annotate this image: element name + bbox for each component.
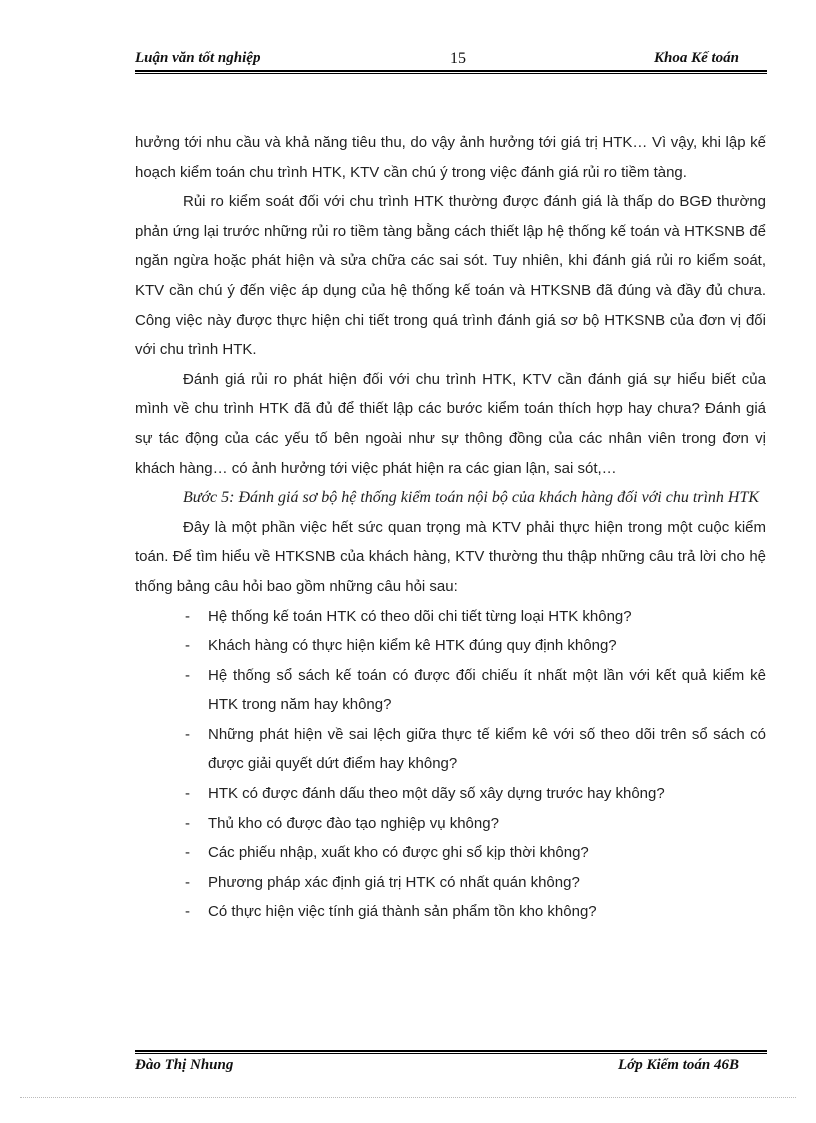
bullet-dash: - [185, 873, 190, 891]
class-label: Lớp Kiểm toán 46B [618, 1057, 739, 1073]
bullet-dash: - [185, 607, 190, 625]
footer-rule [135, 1050, 767, 1052]
header-rule [135, 70, 767, 72]
thesis-label: Luận văn tốt nghiệp [135, 50, 261, 66]
faculty-label: Khoa Kế toán [653, 50, 739, 66]
author-name: Đào Thị Nhung [135, 1057, 234, 1073]
paragraph-2: Rủi ro kiểm soát đối với chu trình HTK thường được đánh giá là thấp do BGĐ thường phản ứng lại trước những rủi ro tiềm tàng bằng cách thiết lập hệ thống kế toán và HTKSNB để ngăn ngừa hoặc phát hiện và sửa chữa các sai sót. Tuy nhiên, khi đánh giá rủi ro kiểm soát, KTV cần chú ý đến việc áp dụng của hệ thống kế toán và HTKSNB đã đúng và đầy đủ chưa. Công việc này được thực hiện chi tiết trong quá trình đánh giá sơ bộ HTKSNB của đơn vị đối với chu trình HTK. [135, 193, 766, 359]
page-edge-dotted-line [20, 1097, 796, 1098]
list-item: - Các phiếu nhập, xuất kho có được ghi sổ kịp thời không? [135, 838, 766, 868]
page-footer [135, 1056, 767, 1078]
list-item: - Những phát hiện về sai lệch giữa thực tế kiểm kê với số theo dõi trên sổ sách có được giải quyết dứt điểm hay không? [135, 720, 766, 779]
question-list [135, 602, 766, 928]
list-item: - Hệ thống sổ sách kế toán có được đối chiếu ít nhất một lần với kết quả kiểm kê HTK trong năm hay không? [135, 661, 766, 720]
header-rule-thin [135, 73, 767, 74]
list-item: - Phương pháp xác định giá trị HTK có nhất quán không? [135, 868, 766, 898]
bullet-dash: - [185, 785, 190, 803]
page-header [135, 48, 767, 70]
list-item: - Thủ kho có được đào tạo nghiệp vụ không? [135, 809, 766, 839]
list-item: - Có thực hiện việc tính giá thành sản phẩm tồn kho không? [135, 897, 766, 927]
bullet-dash: - [185, 844, 190, 862]
step-5-heading: Bước 5: Đánh giá sơ bộ hệ thống kiểm toán nội bộ của khách hàng đối với chu trình HTK [183, 489, 760, 507]
bullet-dash: - [185, 903, 190, 921]
bullet-dash: - [185, 637, 190, 655]
paragraph-4: Đây là một phần việc hết sức quan trọng mà KTV phải thực hiện trong một cuộc kiểm toán. Để tìm hiểu về HTKSNB của khách hàng, KTV thường thu thập những câu trả lời cho hệ thống bảng câu hỏi bao gồm những câu hỏi sau: [135, 518, 766, 595]
list-item: - Khách hàng có thực hiện kiểm kê HTK đúng quy định không? [135, 631, 766, 661]
list-item: - Hệ thống kế toán HTK có theo dõi chi tiết từng loại HTK không? [135, 602, 766, 632]
page-body [135, 128, 766, 927]
paragraph-3: Đánh giá rủi ro phát hiện đối với chu trình HTK, KTV cần đánh giá sự hiểu biết của mình về chu trình HTK đã đủ để thiết lập các bước kiểm toán thích hợp hay chưa? Đánh giá sự tác động của các yếu tố bên ngoài như sự thông đồng của các nhân viên trong đơn vị khách hàng… có ảnh hưởng tới việc phát hiện ra các gian lận, sai sót,… [135, 370, 766, 477]
list-item: - HTK có được đánh dấu theo một dãy số xây dựng trước hay không? [135, 779, 766, 809]
bullet-dash: - [185, 814, 190, 832]
bullet-dash: - [185, 666, 190, 684]
footer-rule-thin [135, 1053, 767, 1054]
bullet-dash: - [185, 725, 190, 743]
page-number: 15 [450, 50, 466, 67]
paragraph-1: hưởng tới nhu cầu và khả năng tiêu thu, do vậy ảnh hưởng tới giá trị HTK… Vì vậy, khi lập kế hoạch kiểm toán chu trình HTK, KTV cần chú ý trong việc đánh giá rủi ro tiềm tàng. [135, 134, 766, 181]
